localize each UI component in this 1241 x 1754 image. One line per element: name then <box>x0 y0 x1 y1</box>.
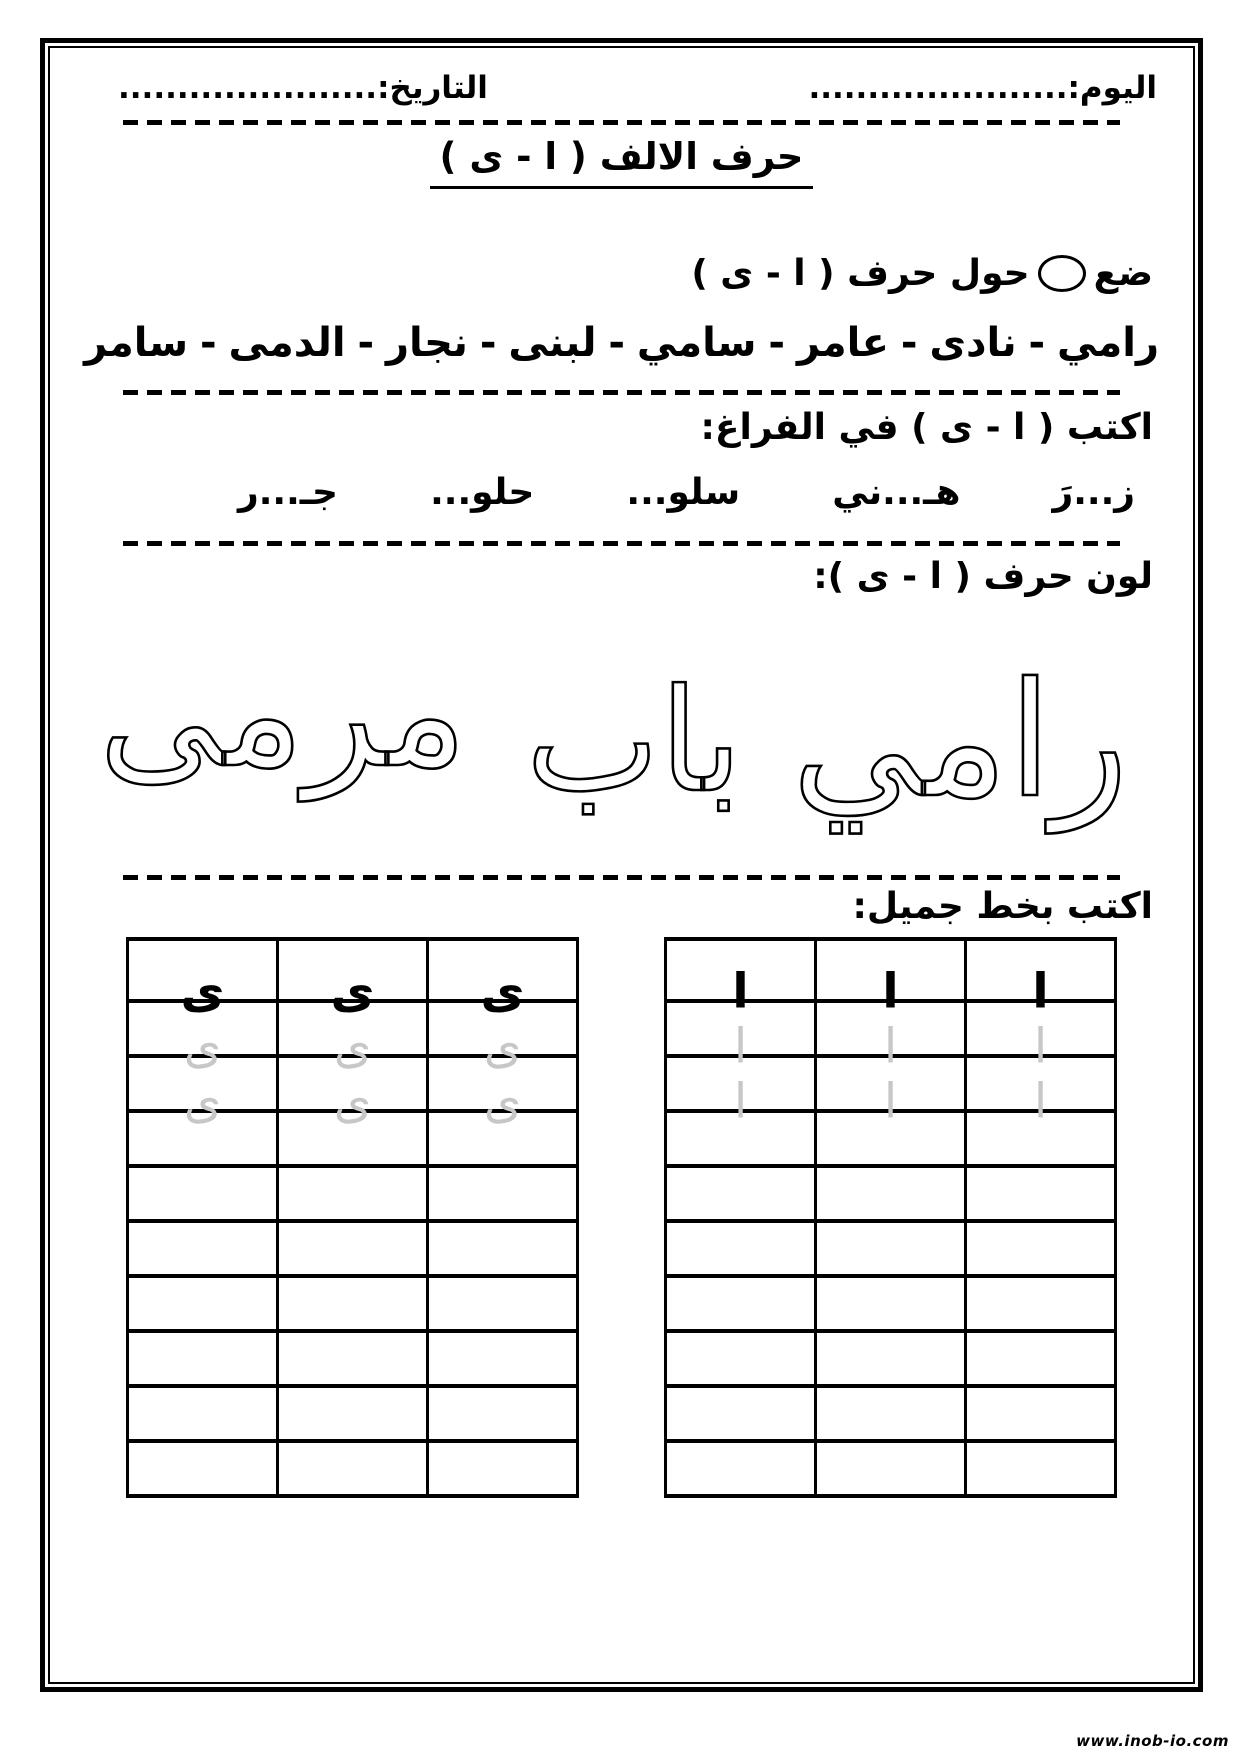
word-separator: - <box>200 320 217 366</box>
practice-cell <box>278 1166 428 1221</box>
circle-shape-icon <box>1038 255 1086 292</box>
practice-cell <box>278 1441 428 1496</box>
word-separator: - <box>1028 320 1046 366</box>
svg-text:رامي: رامي <box>791 649 1129 833</box>
circle-target-word: لبنى <box>508 320 597 366</box>
traced-letter: ى <box>483 1018 522 1075</box>
traced-letter: ا <box>733 1018 748 1075</box>
section-divider <box>123 875 1120 880</box>
section-divider <box>123 120 1120 125</box>
practice-cell <box>966 1276 1116 1331</box>
model-letter: ا <box>882 963 899 1020</box>
day-field: اليوم:...................... <box>808 70 1157 106</box>
practice-cell <box>816 1386 966 1441</box>
circle-target-word: الدمى <box>228 320 346 366</box>
header <box>78 60 1165 106</box>
circle-target-word: سامي <box>636 320 757 366</box>
traced-letter: ا <box>883 1018 898 1075</box>
practice-row <box>666 939 1116 1001</box>
practice-row <box>128 1386 578 1441</box>
exercise1-put-label: ضع <box>1093 253 1153 294</box>
svg-text:مرمى: مرمى <box>98 627 468 801</box>
circle-target-word: نجار <box>386 320 468 366</box>
fill-blank-word: سلو... <box>626 472 741 513</box>
practice-table-alif <box>664 937 1117 1498</box>
circle-target-word: سامر <box>84 320 189 366</box>
traced-letter: ى <box>333 1018 372 1075</box>
section-divider <box>123 541 1120 546</box>
circle-target-word: عامر <box>796 320 889 366</box>
practice-cell <box>128 1166 278 1221</box>
practice-cell <box>816 1331 966 1386</box>
practice-cell <box>666 1441 816 1496</box>
practice-cell <box>128 939 278 1020</box>
practice-cell <box>666 1386 816 1441</box>
practice-cell <box>128 1441 278 1496</box>
traced-letter: ى <box>183 1073 222 1130</box>
watermark: www.inob-io.com <box>1076 1732 1229 1750</box>
practice-row <box>128 939 578 1001</box>
practice-row <box>128 1441 578 1496</box>
exercise4-instruction: اكتب بخط جميل: <box>852 886 1153 927</box>
practice-row <box>666 1331 1116 1386</box>
practice-cell <box>966 1441 1116 1496</box>
practice-cell <box>428 1331 578 1386</box>
practice-cell <box>278 1221 428 1276</box>
practice-cell <box>816 1221 966 1276</box>
practice-cell <box>816 939 966 1020</box>
practice-cell <box>816 1441 966 1496</box>
page-title: حرف الالف ( ا - ى ) <box>430 135 814 189</box>
practice-cell <box>428 939 578 1020</box>
practice-cell <box>666 939 816 1020</box>
practice-cell <box>428 1166 578 1221</box>
traced-letter: ى <box>483 1073 522 1130</box>
practice-cell <box>666 1276 816 1331</box>
practice-cell <box>128 1386 278 1441</box>
traced-letter: ى <box>183 1018 222 1075</box>
practice-cell <box>966 939 1116 1020</box>
practice-row <box>128 1221 578 1276</box>
practice-cell <box>278 1276 428 1331</box>
svg-text:باب: باب <box>525 659 743 824</box>
practice-cell <box>816 1276 966 1331</box>
practice-cell <box>966 1331 1116 1386</box>
page-border-inner <box>48 46 1195 1684</box>
circle-target-word: رامي <box>1057 320 1159 366</box>
word-separator: - <box>357 320 375 366</box>
word-separator: - <box>768 320 786 366</box>
fill-blank-word: هـ...ني <box>832 472 961 513</box>
practice-row <box>128 1331 578 1386</box>
outline-word-rami <box>791 605 1129 855</box>
practice-cell <box>966 1166 1116 1221</box>
exercise2-blanks-row <box>78 472 1165 513</box>
model-letter: ى <box>180 963 225 1020</box>
fill-blank-word: ز...رَ <box>1052 472 1135 513</box>
practice-cell <box>278 939 428 1020</box>
practice-row <box>666 1166 1116 1221</box>
traced-letter: ى <box>333 1073 372 1130</box>
practice-cell <box>816 1166 966 1221</box>
exercise3-instruction: لون حرف ( ا - ى ): <box>813 556 1153 597</box>
practice-cell <box>666 1221 816 1276</box>
practice-row <box>666 1441 1116 1496</box>
exercise1-words-row <box>78 320 1165 366</box>
exercise1-around-label: حول حرف ( ا - ى ) <box>691 253 1030 294</box>
practice-cell <box>278 1331 428 1386</box>
practice-cell <box>428 1221 578 1276</box>
practice-cell <box>666 1166 816 1221</box>
outline-word-bab <box>525 605 743 855</box>
practice-row <box>666 1221 1116 1276</box>
fill-blank-word: جـ...ر <box>238 472 339 513</box>
traced-letter: ا <box>733 1073 748 1130</box>
practice-grid-ya <box>126 937 579 1498</box>
practice-row <box>666 1386 1116 1441</box>
practice-cell <box>428 1441 578 1496</box>
practice-table-ya <box>126 937 579 1498</box>
practice-cell <box>128 1276 278 1331</box>
fill-blank-word: حلو... <box>430 472 535 513</box>
outline-word-marma <box>98 605 468 855</box>
section-divider <box>123 390 1120 395</box>
practice-tables <box>78 937 1165 1498</box>
title-area <box>78 135 1165 189</box>
practice-cell <box>128 1331 278 1386</box>
circle-target-word: نادى <box>929 320 1017 366</box>
practice-row <box>128 1276 578 1331</box>
model-letter: ى <box>480 963 525 1020</box>
word-separator: - <box>479 320 497 366</box>
practice-cell <box>428 1276 578 1331</box>
model-letter: ا <box>732 963 749 1020</box>
word-separator: - <box>608 320 626 366</box>
traced-letter: ا <box>1033 1073 1048 1130</box>
traced-letter: ا <box>1033 1018 1048 1075</box>
practice-cell <box>966 1221 1116 1276</box>
model-letter: ا <box>1032 963 1049 1020</box>
practice-cell <box>428 1386 578 1441</box>
exercise1-instruction <box>78 253 1165 294</box>
practice-grid-alif <box>664 937 1117 1498</box>
practice-cell <box>278 1386 428 1441</box>
practice-row <box>128 1166 578 1221</box>
word-separator: - <box>900 320 918 366</box>
traced-letter: ا <box>883 1073 898 1130</box>
exercise3-outline-words <box>78 603 1165 855</box>
date-field: التاريخ:...................... <box>118 70 488 106</box>
practice-cell <box>128 1221 278 1276</box>
exercise2-instruction: اكتب ( ا - ى ) في الفراغ: <box>700 407 1153 448</box>
model-letter: ى <box>330 963 375 1020</box>
page-border-outer <box>40 38 1203 1692</box>
practice-cell <box>666 1331 816 1386</box>
practice-row <box>666 1276 1116 1331</box>
practice-cell <box>966 1386 1116 1441</box>
